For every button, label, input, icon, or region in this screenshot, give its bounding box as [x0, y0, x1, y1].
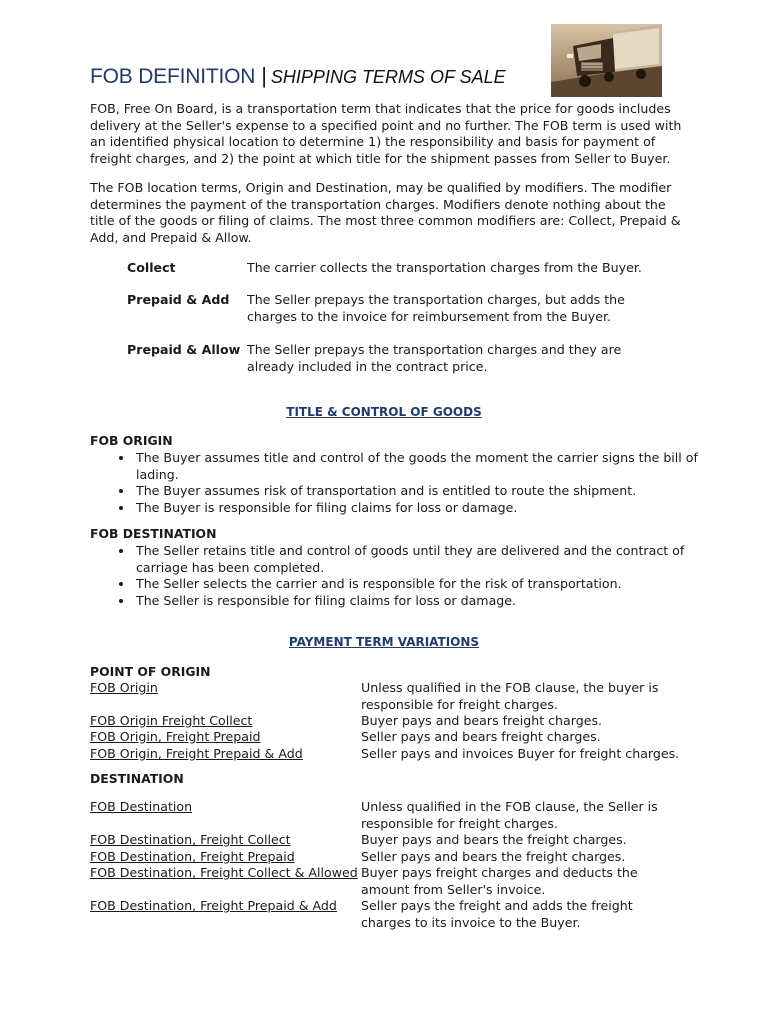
title-main: FOB DEFINITION	[90, 65, 256, 88]
point-of-origin-heading: POINT OF ORIGIN	[90, 664, 211, 679]
payment-term-link[interactable]: FOB Origin Freight Collect	[90, 713, 253, 728]
title-separator: |	[261, 63, 267, 88]
payment-term-desc: Seller pays and invoices Buyer for freight charges.	[361, 746, 680, 761]
list-item: • The Seller selects the carrier and is responsible for the risk of transportation.	[134, 576, 724, 593]
modifier-term: Prepaid & Allow	[127, 342, 241, 357]
modifier-term: Prepaid & Add	[127, 292, 230, 307]
list-item: • The Buyer assumes risk of transportation and is entitled to route the shipment.	[134, 483, 724, 500]
payment-term-link[interactable]: FOB Origin, Freight Prepaid & Add	[90, 746, 303, 761]
payment-term-desc: Seller pays and bears freight charges.	[361, 729, 601, 744]
destination-heading: DESTINATION	[90, 771, 184, 786]
list-item: • The Seller is responsible for filing claims for loss or damage.	[134, 593, 724, 610]
modifier-desc: The Seller prepays the transportation charges and they are already included in the contract price.	[247, 342, 622, 374]
modifier-term: Collect	[127, 260, 176, 275]
payment-term-link[interactable]: FOB Destination, Freight Collect & Allowed	[90, 865, 358, 880]
modifier-desc: The Seller prepays the transportation charges, but adds the charges to the invoice for reimbursement from the Buyer.	[247, 292, 625, 324]
payment-term-link[interactable]: FOB Origin	[90, 680, 158, 695]
intro-paragraph-1: FOB, Free On Board, is a transportation term that indicates that the price for goods includes delivery at the Seller's expense to a specified point and no further. The FOB term is used with an identified physical location to determine 1) the responsibility and basis for payment of freight charges, and 2) the point at which title for the shipment passes from Seller to Buyer.	[90, 101, 682, 166]
truck-photo	[551, 24, 662, 97]
intro-paragraph-2: The FOB location terms, Origin and Destination, may be qualified by modifiers. The modifier determines the payment of the transportation charges. Modifiers denote nothing about the title of the goods or filing of claims. The most three common modifiers are: Collect, Prepaid & Add, and Prepaid & Allow.	[90, 180, 681, 245]
payment-term-desc: Unless qualified in the FOB clause, the Seller is responsible for freight charges.	[361, 799, 658, 831]
list-item: • The Buyer assumes title and control of the goods the moment the carrier signs the bill of lading.	[134, 450, 724, 483]
modifier-desc: The carrier collects the transportation charges from the Buyer.	[247, 260, 642, 275]
fob-origin-heading: FOB ORIGIN	[90, 433, 173, 448]
payment-term-desc: Buyer pays and bears freight charges.	[361, 713, 603, 728]
payment-term-link[interactable]: FOB Destination, Freight Prepaid	[90, 849, 295, 864]
page-title	[90, 63, 506, 89]
section-heading-title-control: TITLE & CONTROL OF GOODS	[286, 405, 482, 419]
payment-term-link[interactable]: FOB Destination, Freight Prepaid & Add	[90, 898, 337, 913]
fob-destination-heading: FOB DESTINATION	[90, 526, 217, 541]
payment-term-link[interactable]: FOB Destination	[90, 799, 193, 814]
payment-term-desc: Unless qualified in the FOB clause, the buyer is responsible for freight charges.	[361, 680, 659, 712]
list-item: • The Buyer is responsible for filing claims for loss or damage.	[134, 500, 724, 517]
payment-term-desc: Buyer pays freight charges and deducts the amount from Seller's invoice.	[361, 865, 638, 897]
truck-photo-icon	[551, 24, 662, 97]
list-item: • The Seller retains title and control of goods until they are delivered and the contract of carriage has been completed.	[134, 543, 724, 576]
section-heading-payment-terms: PAYMENT TERM VARIATIONS	[288, 635, 480, 649]
payment-term-desc: Seller pays the freight and adds the freight charges to its invoice to the Buyer.	[361, 898, 633, 930]
fob-origin-bullets	[90, 450, 724, 516]
fob-destination-bullets	[90, 543, 724, 609]
title-subtitle: SHIPPING TERMS OF SALE	[270, 67, 506, 87]
payment-term-desc: Seller pays and bears the freight charges.	[361, 849, 626, 864]
payment-term-desc: Buyer pays and bears the freight charges.	[361, 832, 627, 847]
payment-term-link[interactable]: FOB Destination, Freight Collect	[90, 832, 291, 847]
payment-term-link[interactable]: FOB Origin, Freight Prepaid	[90, 729, 261, 744]
